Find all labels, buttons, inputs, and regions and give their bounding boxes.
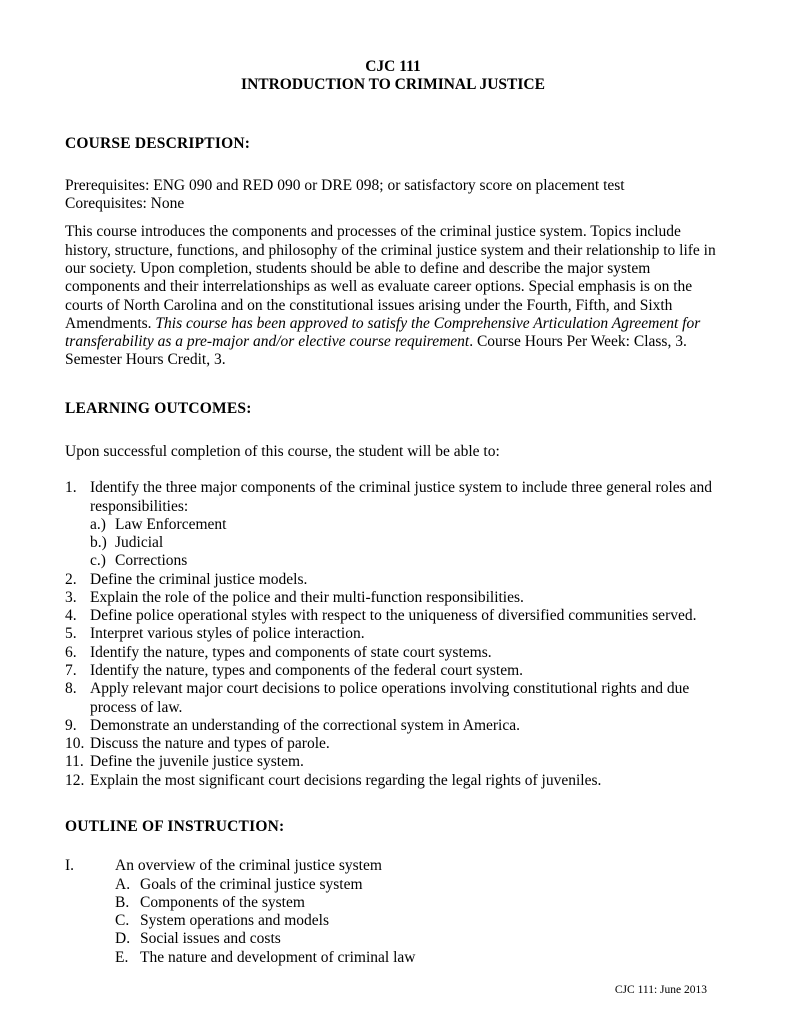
outcome-number: 2. [65, 570, 77, 588]
outcome-item [65, 625, 721, 643]
outcome-number: 3. [65, 588, 77, 606]
subitem-text: Judicial [115, 534, 164, 552]
outcome-number: 6. [65, 643, 77, 661]
outcome-number: 8. [65, 680, 77, 698]
outcome-text: Discuss the nature and types of parole. [90, 735, 330, 753]
outcome-item [65, 662, 721, 680]
outcome-text: Define police operational styles with respect to the uniqueness of diversified communities served. [90, 607, 697, 625]
outline-subitem-text: Components of the system [140, 893, 305, 911]
outline-subitem-label: E. [115, 948, 129, 966]
outcome-item [65, 589, 721, 607]
outcome-number: 4. [65, 607, 77, 625]
outline-subitem [115, 894, 721, 912]
outcome-text: Define the criminal justice models. [90, 570, 308, 588]
heading-outline-of-instruction: OUTLINE OF INSTRUCTION: [65, 818, 285, 835]
outcome-text: Identify the three major components of the criminal justice system to include three general roles and responsibilities: [90, 479, 712, 515]
subitem-text: Corrections [115, 552, 188, 570]
heading-course-description: COURSE DESCRIPTION: [65, 134, 251, 152]
outcome-subitem [90, 534, 721, 552]
prerequisites-block [65, 177, 721, 214]
outline-subitem [115, 876, 721, 894]
course-code: CJC 111 [365, 58, 421, 75]
outcome-item [65, 753, 721, 771]
outcome-text: Identify the nature, types and components of state court systems. [90, 643, 492, 661]
outline-subitem [115, 912, 721, 930]
outline-subitem-label: C. [115, 912, 130, 930]
outcome-subitem [90, 552, 721, 570]
outline-subitem-label: B. [115, 893, 130, 911]
description-text-2: . Course Hours Per Week: Class, 3. Semester Hours Credit, 3. [65, 333, 687, 369]
heading-learning-outcomes: LEARNING OUTCOMES: [65, 399, 252, 417]
outcome-item [65, 607, 721, 625]
outcome-item [65, 717, 721, 735]
description-italic-text: This course has been approved to satisfy the Comprehensive Articulation Agreement for transferability as a pre-major and/or elective course requirement [65, 314, 701, 351]
outcome-number: 11. [65, 753, 84, 771]
outcome-number: 12. [65, 771, 85, 789]
outcome-text: Explain the most significant court decisions regarding the legal rights of juveniles. [90, 771, 602, 789]
outcome-item [65, 644, 721, 662]
subitem-label: b.) [90, 534, 107, 552]
footer-revision-note: CJC 111: June 2013 [614, 984, 707, 997]
outcome-item [65, 479, 721, 570]
prerequisites-line: Prerequisites: ENG 090 and RED 090 or DRE 098; or satisfactory score on placement test [65, 176, 625, 194]
outcome-number: 1. [65, 479, 77, 497]
outline-subitem-label: D. [115, 930, 131, 948]
outcome-text: Define the juvenile justice system. [90, 753, 304, 771]
document-title [65, 58, 721, 95]
outline-subitem [115, 930, 721, 948]
outcome-item [65, 735, 721, 753]
subitem-label: a.) [90, 515, 106, 533]
outline-subitem [115, 949, 721, 967]
outline-roman-numeral: I. [65, 857, 75, 875]
outcome-text: Interpret various styles of police interaction. [90, 625, 365, 643]
outcome-item [65, 571, 721, 589]
outline-section-title: An overview of the criminal justice system [115, 857, 382, 875]
outcome-number: 5. [65, 625, 77, 643]
outline-subitem-text: The nature and development of criminal law [140, 948, 416, 966]
outline-subitem-text: System operations and models [140, 912, 329, 930]
outcome-number: 9. [65, 716, 77, 734]
outline-list [65, 857, 721, 967]
subitem-text: Law Enforcement [115, 515, 227, 533]
subitem-label: c.) [90, 552, 106, 570]
outcome-number: 7. [65, 662, 77, 680]
outcome-text: Explain the role of the police and their multi-function responsibilities. [90, 588, 524, 606]
learning-outcomes-list [65, 479, 721, 790]
outcome-subitem [90, 516, 721, 534]
description-text-1: This course introduces the components and processes of the criminal justice system. Topics include history, structure, functions, and philosophy of the criminal justice system and their relationship to life in our society. Upon completion, students should be able to define and describe the major system components and their interrelationships as well as evaluate career options. Special emphasis is on the courts of North Carolina and on the constitutional issues arising under the Fourth, Fifth, and Sixth Amendments. [65, 223, 716, 332]
outline-subitem-label: A. [115, 875, 131, 893]
course-description-paragraph [65, 223, 721, 369]
outcome-text: Apply relevant major court decisions to police operations involving constitutional rights and due process of law. [90, 680, 690, 716]
outcome-text: Demonstrate an understanding of the correctional system in America. [90, 716, 520, 734]
course-name: INTRODUCTION TO CRIMINAL JUSTICE [241, 76, 545, 94]
outline-subitem-text: Social issues and costs [140, 930, 281, 948]
outcome-item [65, 680, 721, 717]
outcome-text: Identify the nature, types and components of the federal court system. [90, 662, 524, 680]
outcome-item [65, 772, 721, 790]
outcome-number: 10. [65, 735, 85, 753]
learning-outcomes-intro: Upon successful completion of this course, the student will be able to: [65, 442, 500, 460]
corequisites-line: Corequisites: None [65, 195, 185, 213]
outline-subitem-text: Goals of the criminal justice system [140, 875, 363, 893]
outline-section [65, 857, 721, 967]
